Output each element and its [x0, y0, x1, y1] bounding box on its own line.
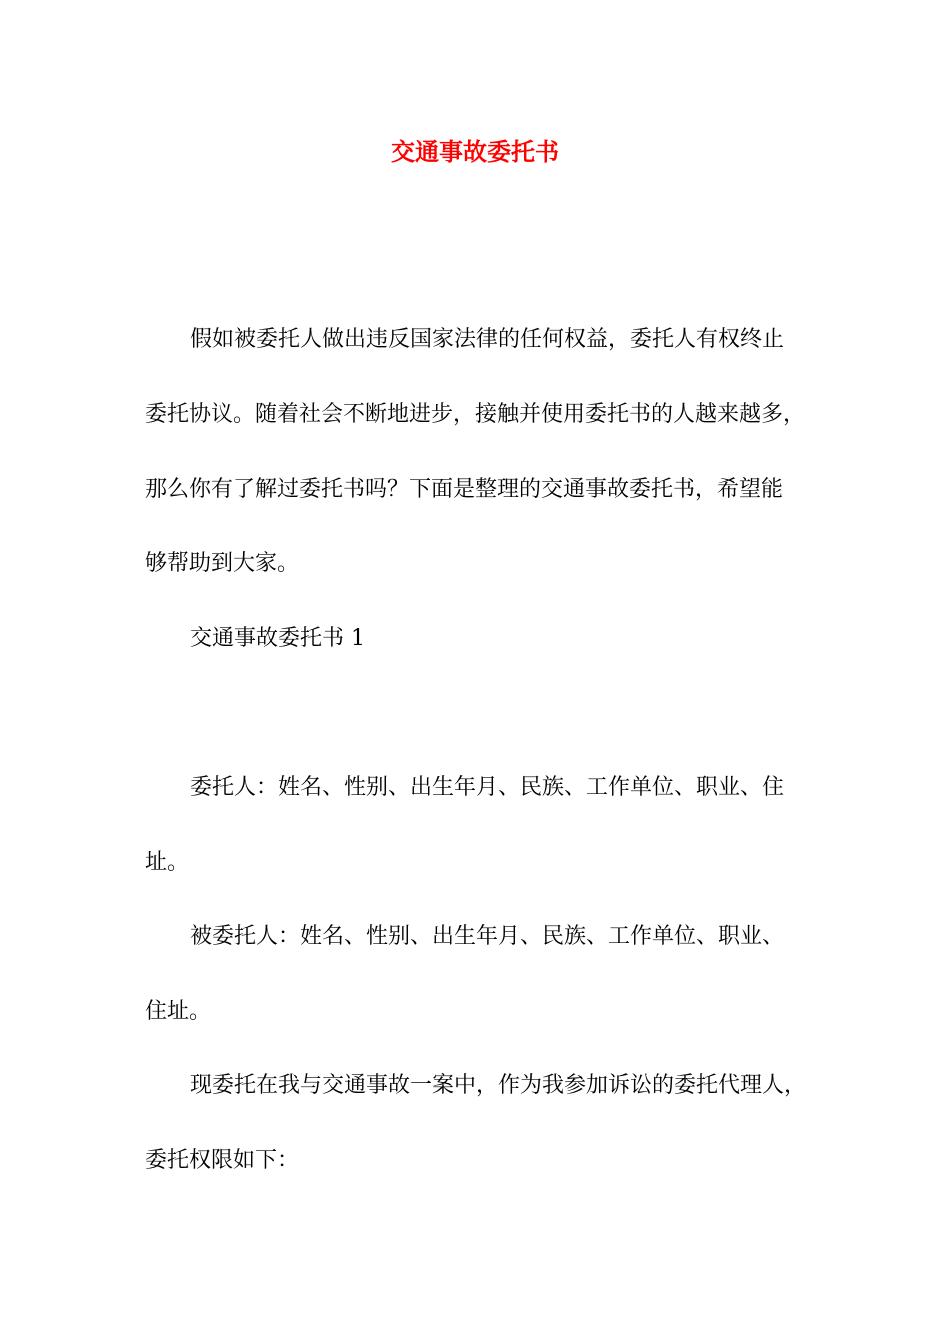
paragraph-line: 委托权限如下： — [145, 1148, 300, 1173]
paragraph-line: 被委托人：姓名、性别、出生年月、民族、工作单位、职业、 — [190, 924, 785, 949]
section-heading: 交通事故委托书 1 — [190, 626, 365, 651]
paragraph-line: 址。 — [145, 850, 190, 875]
paragraph-line: 那么你有了解过委托书吗？下面是整理的交通事故委托书，希望能 — [145, 477, 784, 502]
paragraph-line: 够帮助到大家。 — [145, 551, 300, 576]
paragraph-line: 委托人：姓名、性别、出生年月、民族、工作单位、职业、住 — [190, 775, 785, 800]
document-title: 交通事故委托书 — [391, 138, 559, 166]
paragraph-line: 委托协议。随着社会不断地进步，接触并使用委托书的人越来越多， — [145, 402, 806, 427]
paragraph-line: 住址。 — [145, 999, 212, 1024]
paragraph-line: 假如被委托人做出违反国家法律的任何权益，委托人有权终止 — [190, 327, 785, 352]
paragraph-line: 现委托在我与交通事故一案中，作为我参加诉讼的委托代理人， — [190, 1073, 807, 1098]
